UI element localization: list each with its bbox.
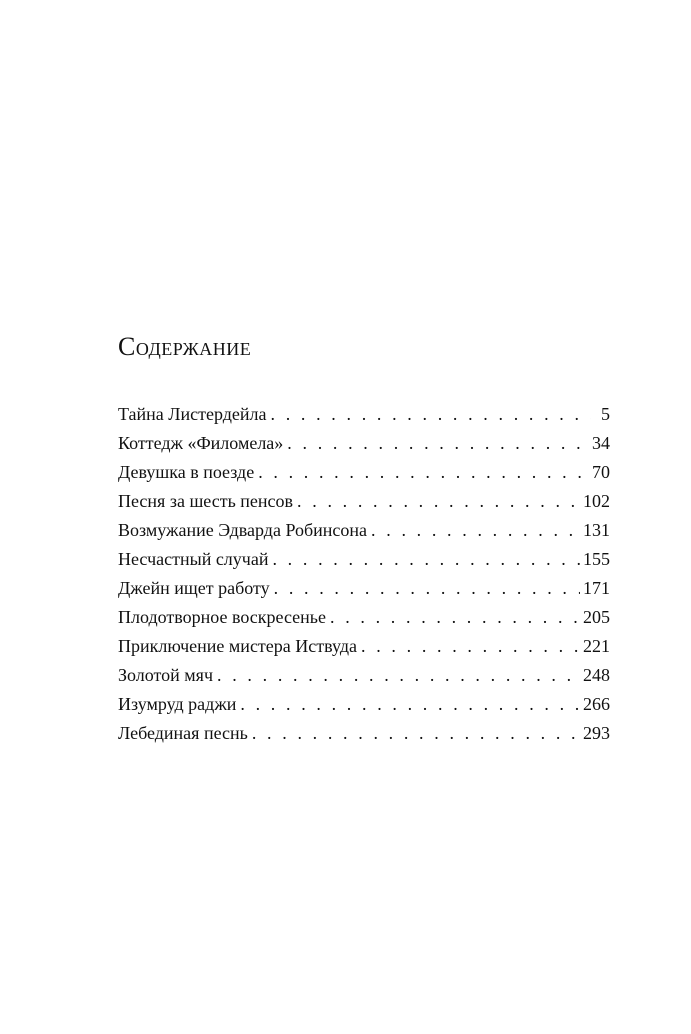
toc-entry [118, 487, 610, 516]
dot-leader [240, 690, 580, 719]
dot-leader [217, 661, 580, 690]
toc-entry-title: Песня за шесть пенсов [118, 491, 294, 511]
dot-leader [361, 632, 580, 661]
toc-entry [118, 603, 610, 632]
dot-leader [371, 516, 580, 545]
toc-entry [118, 458, 610, 487]
toc-entry-title: Плодотворное воскресенье [118, 607, 326, 627]
toc-entry [118, 574, 610, 603]
toc-entry [118, 719, 610, 748]
toc-entry-page: 102 [583, 491, 610, 511]
toc-entry-title: Тайна Листердейла [118, 404, 267, 424]
toc-entry-page: 70 [592, 462, 610, 482]
table-of-contents [118, 330, 610, 748]
toc-entry [118, 545, 610, 574]
toc-entry-title: Джейн ищет работу [118, 578, 270, 598]
toc-entry-page: 205 [583, 607, 610, 627]
dot-leader [252, 719, 580, 748]
dot-leader [330, 603, 580, 632]
dot-leader [297, 487, 580, 516]
toc-entry [118, 632, 610, 661]
toc-entry [118, 661, 610, 690]
dot-leader [258, 458, 589, 487]
toc-entry-title: Приключение мистера Иствуда [118, 636, 358, 656]
toc-entry-page: 155 [583, 549, 610, 569]
toc-entry-page: 248 [583, 665, 610, 685]
toc-entry-page: 34 [592, 433, 610, 453]
toc-entry-title: Изумруд раджи [118, 694, 237, 714]
toc-entry-title: Лебединая песнь [118, 723, 248, 743]
toc-entry-title: Несчастный случай [118, 549, 269, 569]
toc-entry-page: 131 [583, 520, 610, 540]
toc-entry-page: 5 [601, 404, 610, 424]
dot-leader [274, 574, 580, 603]
page-title: Содержание [118, 332, 252, 361]
toc-entry-title: Возмужание Эдварда Робинсона [118, 520, 368, 540]
toc-entry-page: 171 [583, 578, 610, 598]
toc-entry [118, 400, 610, 429]
dot-leader [272, 545, 580, 574]
toc-entry-page: 266 [583, 694, 610, 714]
toc-entry-page: 221 [583, 636, 610, 656]
toc-entry-title: Коттедж «Филомела» [118, 433, 284, 453]
toc-entry-page: 293 [583, 723, 610, 743]
toc-entry-title: Девушка в поезде [118, 462, 255, 482]
dot-leader [271, 400, 592, 429]
toc-entry [118, 429, 610, 458]
toc-entry [118, 516, 610, 545]
dot-leader [287, 429, 589, 458]
toc-entry-title: Золотой мяч [118, 665, 214, 685]
toc-list [118, 400, 610, 748]
toc-entry [118, 690, 610, 719]
